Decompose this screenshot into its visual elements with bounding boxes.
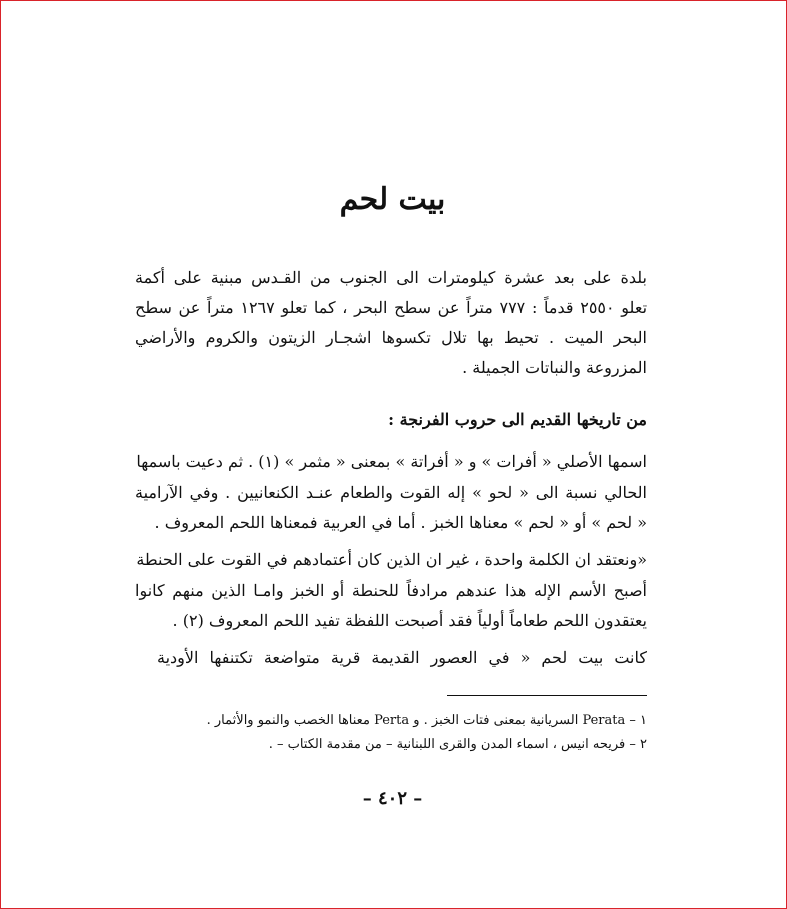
paragraph-3-line-2: أصبح الأسم الإله هذا عندهم مرادفاً للحنطة أو الخبز وامـا الذين منهم كانوا [135,581,647,600]
paragraph-1-line-4: المزروعة والنباتات الجميلة . [462,358,647,377]
page-number: – ٤٠٢ – [362,788,423,809]
paragraph-2-line-3: « لحم » أو « لحم » معناها الخبز . أما في العربية فمعناها اللحم المعروف . [154,513,647,532]
paragraph-2-line-1: اسمها الأصلي « أفرات » و « أفراتة » بمعنى « مثمر » (١) . ثم دعيت باسمها [136,452,647,471]
footnote-separator [447,695,647,696]
paragraph-3-line-1: «ونعتقد ان الكلمة واحدة ، غير ان الذين كان أعتمادهم في القوت على الحنطة [136,550,647,569]
paragraph-1-line-2: تعلو ٢٥٥٠ قدماً : ٧٧٧ متراً عن سطح البحر ، كما تعلو ١٢٦٧ متراً عن سطح [135,298,648,317]
paragraph-1-line-3: البحر الميت . تحيط بها تلال تكسوها اشجـار الزيتون والكروم والأراضي [135,328,647,347]
footnote-1: ١ – Perata السريانية بمعنى فتات الخبز . و Perta معناها الخصب والنمو والأثمار . [206,713,647,728]
footnote-2: ٢ – فريحه انيس ، اسماء المدن والقرى اللبنانية – من مقدمة الكتاب – . [268,737,647,752]
paragraph-4-line-1: كانت بيت لحم « في العصور القديمة قرية متواضعة تكتنفها الأودية [157,648,647,667]
paragraph-3-line-3: يعتقدون اللحم طعاماً أولياً فقد أصبحت اللفظة تفيد اللحم المعروف (٢) . [172,611,647,630]
paragraph-2-line-2: الحالي نسبة الى « لحو » إله القوت والطعام عنـد الكنعانيين . وفي الآرامية [135,483,647,502]
page-title: بيت لحم [339,182,446,217]
paragraph-1-line-1: بلدة على بعد عشرة كيلومترات الى الجنوب من القـدس مبنية على أكمة [135,268,647,287]
section-subheading: من تاريخها القديم الى حروب الفرنجة : [388,410,647,429]
